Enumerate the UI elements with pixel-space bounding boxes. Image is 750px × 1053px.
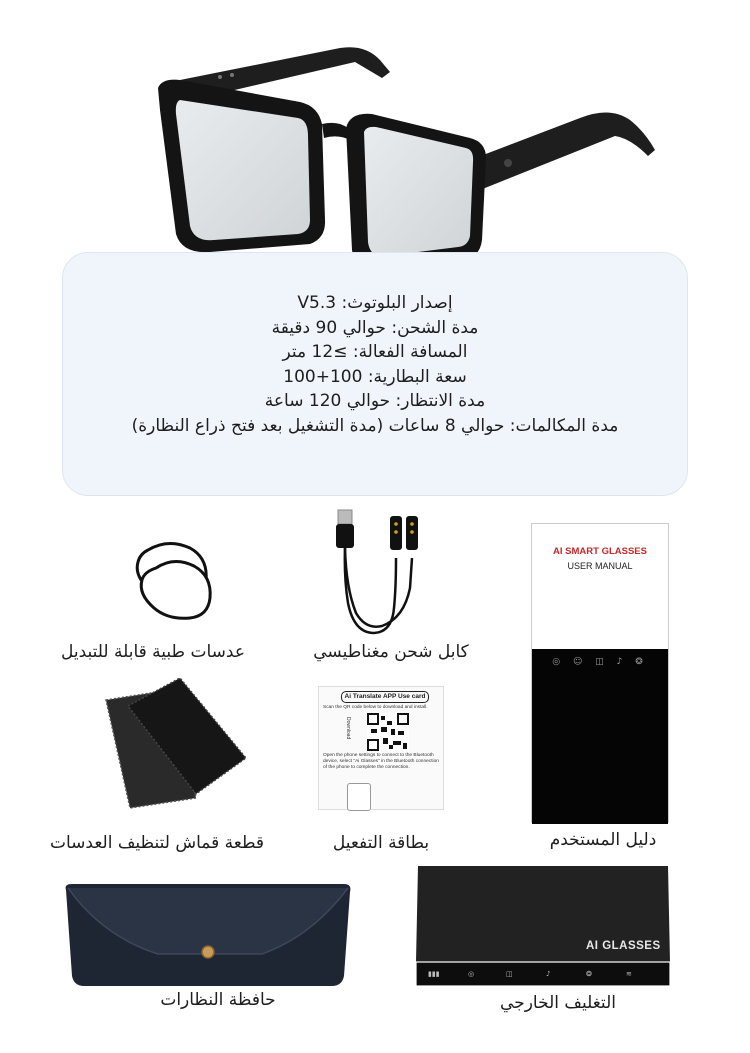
spec-charging: مدة الشحن: حوالي 90 دقيقة	[271, 317, 479, 338]
cleaning-cloth-image	[100, 672, 250, 812]
spec-card	[62, 252, 688, 496]
svg-text:❂: ❂	[586, 970, 592, 978]
case-caption: حافظة النظارات	[160, 990, 276, 1010]
spec-battery: سعة البطارية: 100+100	[283, 366, 467, 387]
spec-range: المسافة الفعالة: ≥12 متر	[282, 342, 468, 362]
user-manual-image	[531, 523, 669, 823]
card-caption: بطاقة التفعيل	[332, 833, 430, 853]
manual-feature-icons: ◎ ☺ ◫ ♪ ❂	[552, 657, 648, 667]
outer-box-image	[414, 862, 672, 988]
manual-title: AI SMART GLASSES	[553, 546, 647, 557]
activation-step-2: Open the phone settings to connect to the Bluetooth device, select "Ai Glasses" in the Bluetooth connection of the phone to complete the connection.	[323, 753, 439, 770]
manual-subtitle: USER MANUAL	[567, 561, 633, 571]
svg-text:▮▮▮: ▮▮▮	[428, 970, 440, 978]
activation-download-label: Download	[345, 717, 351, 740]
phone-icon	[347, 783, 371, 811]
spec-list	[93, 291, 657, 438]
lenses-icon	[128, 540, 220, 624]
box-brand-label: AI GLASSES	[586, 940, 661, 952]
spec-standby: مدة الانتظار: حوالي 120 ساعة	[264, 391, 486, 411]
glasses-case-image	[62, 880, 354, 990]
svg-text:≋: ≋	[626, 970, 632, 978]
cloth-caption: قطعة قماش لتنظيف العدسات	[49, 833, 265, 853]
manual-caption: دليل المستخدم	[549, 830, 657, 850]
smart-glasses-image	[150, 40, 670, 280]
box-caption: التغليف الخارجي	[500, 993, 616, 1013]
svg-text:◫: ◫	[506, 970, 513, 978]
magnetic-cable-image	[326, 508, 426, 638]
svg-text:♪: ♪	[546, 970, 551, 978]
activation-step-1: Scan the QR code below to download and install.	[323, 705, 428, 710]
spec-bluetooth: إصدار البلوتوث: V5.3	[297, 293, 453, 313]
lenses-caption: عدسات طبية قابلة للتبديل	[61, 642, 245, 662]
qr-code-icon	[367, 713, 409, 751]
activation-card-image	[318, 686, 444, 810]
cable-caption: كابل شحن مغناطيسي	[313, 642, 469, 662]
svg-text:◎: ◎	[468, 970, 475, 978]
activation-card-title: Ai Translate APP Use card	[341, 691, 429, 703]
spec-talk-time: مدة المكالمات: حوالي 8 ساعات (مدة التشغيل بعد فتح ذراع النظارة)	[131, 415, 619, 436]
